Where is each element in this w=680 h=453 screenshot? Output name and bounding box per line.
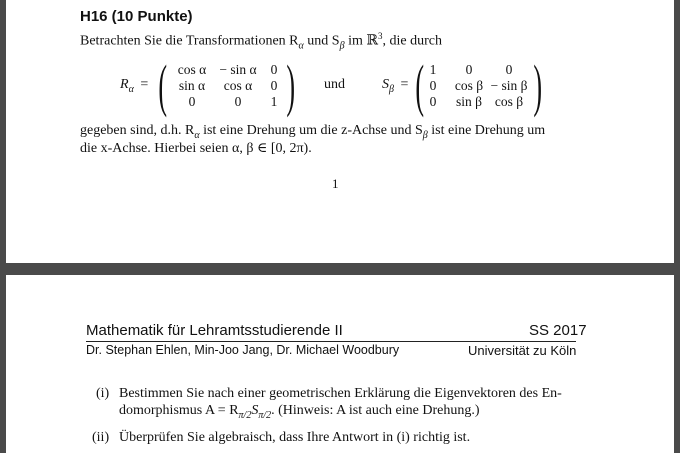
page-2: [6, 275, 674, 453]
page-number: 1: [332, 176, 339, 191]
university: Universität zu Köln: [468, 343, 577, 358]
item-2-number: (ii): [92, 430, 110, 445]
und-text: und: [324, 77, 345, 92]
course-title: Mathematik für Lehramtsstudierende II: [86, 322, 343, 339]
matrix-s-left-paren: (: [415, 53, 425, 118]
item-1-number: (i): [96, 386, 110, 401]
header-rule-top: [86, 341, 576, 342]
exercise-heading: H16 (10 Punkte): [80, 8, 193, 25]
body-line-1: gegeben sind, d.h. $R_\alpha$ ist eine Drehung um die z-Achse und $S_\beta$ ist eine Drehung um: [80, 123, 546, 141]
page-1: H16 (10 Punkte) Betrachten Sie die Transformationen $R_\alpha$ und $S_\beta$ im ℝ$^3$, die durch $R_\alpha$ = ( ) cos α − sin α 0 sin α cos α 0 0 0 1 und $S_\beta$ = ( ) 1 0 0 0 cos β − sin β 0 sin β cos β gegeben sind, d.h. $R_\alpha$ ist eine Drehung um die z-Achse und $S_\beta$ ist eine Drehung um die x-Achse. Hierbei seien α, β ∈ [0, 2π). 1: [6, 0, 674, 263]
body-line-2: die x-Achse. Hierbei seien α, β ∈ [0, 2π).: [80, 141, 312, 156]
item-1-line-1: Bestimmen Sie nach einer geometrischen Erklärung die Eigenvektoren des En-: [119, 386, 562, 401]
matrix-r-left-paren: (: [158, 53, 168, 118]
semester: SS 2017: [529, 322, 587, 339]
authors: Dr. Stephan Ehlen, Min-Joo Jang, Dr. Michael Woodbury: [86, 343, 400, 357]
intro-text: Betrachten Sie die Transformationen $R_\alpha$ und $S_\beta$ im ℝ$^3$, die durch: [80, 31, 442, 52]
item-2-line-1: Überprüfen Sie algebraisch, dass Ihre Antwort in (i) richtig ist.: [119, 430, 471, 445]
matrix-s-label: $S_\beta$ =: [382, 77, 409, 95]
matrix-r-right-paren: ): [286, 53, 296, 118]
matrix-s-right-paren: ): [533, 53, 543, 118]
item-1-line-2: domorphismus $A = R_{\pi/2}S_{\pi/2}$. (Hinweis: A ist auch eine Drehung.): [119, 403, 480, 421]
matrix-r-label: $R_\alpha$ =: [120, 77, 149, 95]
